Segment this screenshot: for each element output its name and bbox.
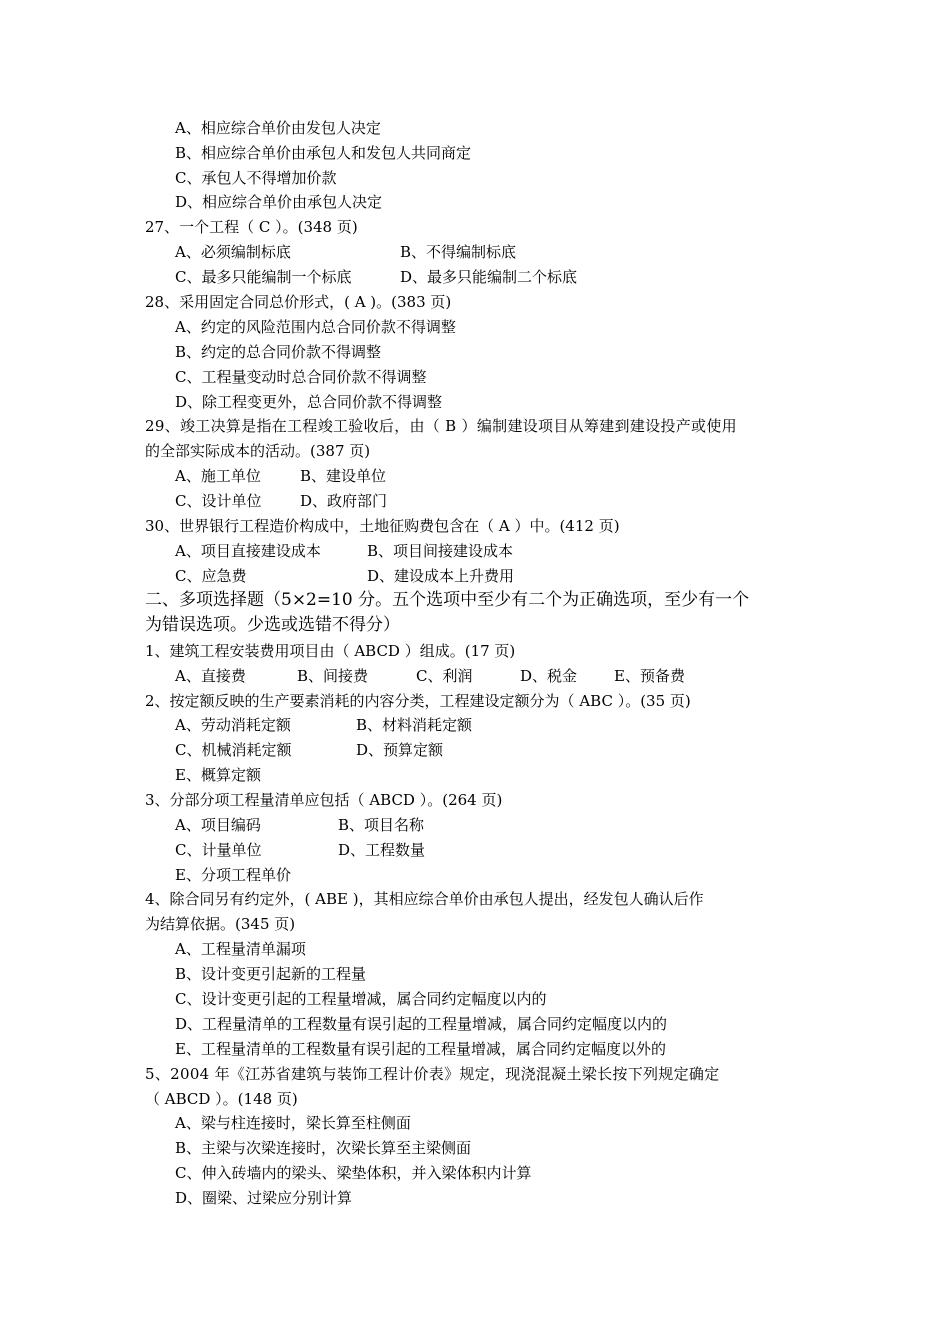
option-text: C、伸入砖墙内的梁头、梁垫体积，并入梁体积内计算 — [175, 1164, 532, 1182]
option-text: D、相应综合单价由承包人决定 — [175, 193, 383, 211]
option-text: C、工程量变动时总合同价款不得调整 — [175, 368, 427, 386]
option-text: A、施工单位 — [175, 467, 261, 485]
option-text: B、项目间接建设成本 — [367, 542, 514, 560]
option-text: C、机械消耗定额 — [175, 741, 292, 759]
multi-question-5-continued: （ ABCD ）。(148 页) — [145, 1090, 298, 1108]
option-text: E、概算定额 — [175, 766, 261, 784]
question-29-continued: 的全部实际成本的活动。(387 页) — [145, 442, 371, 460]
option-text: E、工程量清单的工程数量有误引起的工程量增减，属合同约定幅度以外的 — [175, 1040, 666, 1058]
option-text: C、承包人不得增加价款 — [175, 169, 337, 187]
question-30: 30、世界银行工程造价构成中，土地征购费包含在（ A ）中。(412 页) — [145, 517, 620, 535]
option-text: A、直接费 — [175, 667, 246, 685]
option-text: D、工程量清单的工程数量有误引起的工程量增减，属合同约定幅度以内的 — [175, 1015, 668, 1033]
option-text: D、工程数量 — [338, 841, 426, 859]
question-29: 29、竣工决算是指在工程竣工验收后，由（ B ）编制建设项目从筹建到建设投产或使用 — [145, 417, 737, 435]
option-text: C、计量单位 — [175, 841, 262, 859]
option-text: A、工程量清单漏项 — [175, 940, 306, 958]
option-text: C、设计变更引起的工程量增减，属合同约定幅度以内的 — [175, 990, 547, 1008]
option-text: B、主梁与次梁连接时，次梁长算至主梁侧面 — [175, 1139, 472, 1157]
option-text: B、项目名称 — [338, 816, 425, 834]
option-text: A、劳动消耗定额 — [175, 716, 291, 734]
option-text: D、税金 — [520, 667, 578, 685]
option-text: A、项目编码 — [175, 816, 261, 834]
multi-question-4-continued: 为结算依据。(345 页) — [145, 915, 296, 933]
option-text: A、项目直接建设成本 — [175, 542, 321, 560]
section-heading: 二、多项选择题（5×2=10 分。五个选项中至少有二个为正确选项，至少有一个 — [145, 590, 750, 610]
option-text: D、预算定额 — [356, 741, 444, 759]
option-text: C、利润 — [416, 667, 473, 685]
option-text: D、圈梁、过梁应分别计算 — [175, 1189, 353, 1207]
question-28: 28、采用固定合同总价形式，( A )。(383 页) — [145, 293, 452, 311]
option-text: D、最多只能编制二个标底 — [400, 268, 578, 286]
multi-question-5: 5、2004 年《江苏省建筑与装饰工程计价表》规定，现浇混凝土梁长按下列规定确定 — [145, 1065, 720, 1083]
option-text: B、设计变更引起新的工程量 — [175, 965, 367, 983]
multi-question-4: 4、除合同另有约定外，( ABE )，其相应综合单价由承包人提出，经发包人确认后作 — [145, 890, 704, 908]
option-text: B、相应综合单价由承包人和发包人共同商定 — [175, 144, 472, 162]
option-text: E、预备费 — [614, 667, 685, 685]
multi-question-2: 2、按定额反映的生产要素消耗的内容分类，工程建设定额分为（ ABC ）。(35 页) — [145, 692, 691, 710]
option-text: D、政府部门 — [300, 492, 388, 510]
option-text: B、材料消耗定额 — [356, 716, 473, 734]
option-text: A、约定的风险范围内总合同价款不得调整 — [175, 318, 456, 336]
option-text: D、除工程变更外，总合同价款不得调整 — [175, 393, 443, 411]
multi-question-3: 3、分部分项工程量清单应包括（ ABCD ）。(264 页) — [145, 791, 503, 809]
option-text: B、建设单位 — [300, 467, 387, 485]
option-text: B、间接费 — [297, 667, 369, 685]
option-text: A、梁与柱连接时，梁长算至柱侧面 — [175, 1114, 411, 1132]
option-text: C、应急费 — [175, 567, 247, 585]
option-text: D、建设成本上升费用 — [367, 567, 515, 585]
option-text: B、约定的总合同价款不得调整 — [175, 343, 382, 361]
question-27: 27、一个工程（ C ）。(348 页) — [145, 218, 358, 236]
option-text: A、相应综合单价由发包人决定 — [175, 119, 381, 137]
option-text: E、分项工程单价 — [175, 866, 291, 884]
option-text: B、不得编制标底 — [400, 243, 517, 261]
option-text: C、最多只能编制一个标底 — [175, 268, 352, 286]
multi-question-1: 1、建筑工程安装费用项目由（ ABCD ）组成。(17 页) — [145, 642, 516, 660]
option-text: A、必须编制标底 — [175, 243, 291, 261]
option-text: C、设计单位 — [175, 492, 262, 510]
section-heading-continued: 为错误选项。少选或选错不得分） — [145, 615, 400, 635]
